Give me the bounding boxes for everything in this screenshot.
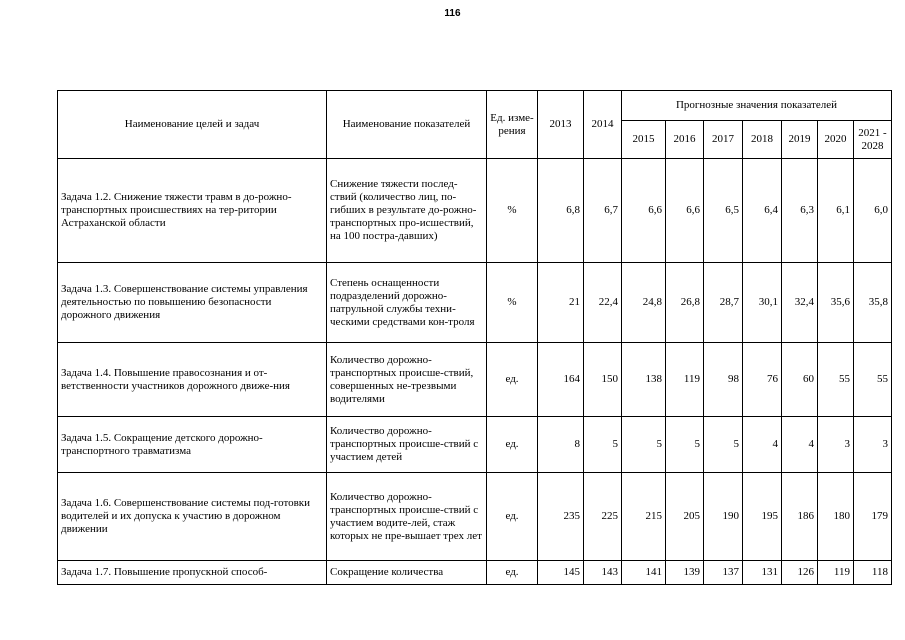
value-2014: 143 [584, 561, 622, 585]
value-2015: 138 [622, 343, 666, 417]
value-2020: 3 [818, 417, 854, 473]
header-unit: Ед. изме-рения [487, 91, 538, 159]
value-2015: 5 [622, 417, 666, 473]
indicators-table [57, 90, 892, 585]
indicator-cell: Количество дорожно-транспортных происше-ствий, совершенных не-трезвыми водителями [327, 343, 487, 417]
indicator-cell: Количество дорожно-транспортных происше-ствий с участием водите-лей, стаж которых не пре-вышает трех лет [327, 473, 487, 561]
header-year-2019: 2019 [782, 121, 818, 159]
value-2018: 131 [743, 561, 782, 585]
goal-cell: Задача 1.3. Совершенствование системы управления деятельностью по повышению безопасности дорожного движения [58, 263, 327, 343]
value-2021-2028: 55 [854, 343, 892, 417]
indicator-cell: Количество дорожно-транспортных происше-ствий с участием детей [327, 417, 487, 473]
value-2014: 225 [584, 473, 622, 561]
value-2017: 6,5 [704, 159, 743, 263]
value-2021-2028: 35,8 [854, 263, 892, 343]
header-2014: 2014 [584, 91, 622, 159]
value-2019: 60 [782, 343, 818, 417]
value-2019: 126 [782, 561, 818, 585]
header-year-2020: 2020 [818, 121, 854, 159]
unit-cell: ед. [487, 473, 538, 561]
value-2017: 137 [704, 561, 743, 585]
value-2021-2028: 6,0 [854, 159, 892, 263]
value-2016: 26,8 [666, 263, 704, 343]
unit-cell: ед. [487, 417, 538, 473]
value-2020: 55 [818, 343, 854, 417]
value-2018: 76 [743, 343, 782, 417]
value-2020: 180 [818, 473, 854, 561]
table-row [58, 159, 892, 263]
value-2013: 6,8 [538, 159, 584, 263]
value-2018: 195 [743, 473, 782, 561]
value-2015: 6,6 [622, 159, 666, 263]
value-2016: 119 [666, 343, 704, 417]
value-2020: 35,6 [818, 263, 854, 343]
value-2016: 5 [666, 417, 704, 473]
indicator-cell: Снижение тяжести послед-ствий (количество лиц, по-гибших в результате до-рожно-транспортных про-исшествий, на 100 постра-давших) [327, 159, 487, 263]
value-2021-2028: 179 [854, 473, 892, 561]
value-2017: 98 [704, 343, 743, 417]
value-2016: 6,6 [666, 159, 704, 263]
value-2014: 150 [584, 343, 622, 417]
value-2019: 186 [782, 473, 818, 561]
page-number: 116 [444, 8, 461, 19]
header-year-2018: 2018 [743, 121, 782, 159]
value-2018: 30,1 [743, 263, 782, 343]
value-2021-2028: 118 [854, 561, 892, 585]
value-2015: 24,8 [622, 263, 666, 343]
value-2016: 205 [666, 473, 704, 561]
unit-cell: ед. [487, 343, 538, 417]
unit-cell: % [487, 159, 538, 263]
header-indicator: Наименование показателей [327, 91, 487, 159]
value-2014: 5 [584, 417, 622, 473]
value-2018: 6,4 [743, 159, 782, 263]
value-2013: 164 [538, 343, 584, 417]
goal-cell: Задача 1.7. Повышение пропускной способ- [58, 561, 327, 585]
header-year-2015: 2015 [622, 121, 666, 159]
value-2013: 21 [538, 263, 584, 343]
table-row [58, 417, 892, 473]
goal-cell: Задача 1.4. Повышение правосознания и от-ветственности участников дорожного движе-ния [58, 343, 327, 417]
table-header [58, 91, 892, 159]
goal-cell: Задача 1.6. Совершенствование системы под-готовки водителей и их допуска к участию в дорожном движении [58, 473, 327, 561]
table-row [58, 561, 892, 585]
value-2015: 141 [622, 561, 666, 585]
value-2020: 119 [818, 561, 854, 585]
goal-cell: Задача 1.2. Снижение тяжести травм в до-рожно-транспортных происшествиях на тер-ритории Астраханской области [58, 159, 327, 263]
value-2014: 22,4 [584, 263, 622, 343]
value-2016: 139 [666, 561, 704, 585]
goal-cell: Задача 1.5. Сокращение детского дорожно-транспортного травматизма [58, 417, 327, 473]
header-forecast-group: Прогнозные значения показателей [622, 91, 892, 121]
value-2014: 6,7 [584, 159, 622, 263]
header-year-2016: 2016 [666, 121, 704, 159]
value-2019: 6,3 [782, 159, 818, 263]
value-2015: 215 [622, 473, 666, 561]
unit-cell: ед. [487, 561, 538, 585]
value-2017: 190 [704, 473, 743, 561]
value-2020: 6,1 [818, 159, 854, 263]
value-2013: 235 [538, 473, 584, 561]
table-row [58, 263, 892, 343]
header-goal: Наименование целей и задач [58, 91, 327, 159]
value-2019: 32,4 [782, 263, 818, 343]
value-2017: 5 [704, 417, 743, 473]
value-2019: 4 [782, 417, 818, 473]
value-2021-2028: 3 [854, 417, 892, 473]
value-2018: 4 [743, 417, 782, 473]
unit-cell: % [487, 263, 538, 343]
value-2013: 8 [538, 417, 584, 473]
header-2013: 2013 [538, 91, 584, 159]
header-year-2017: 2017 [704, 121, 743, 159]
table-body [58, 159, 892, 585]
value-2013: 145 [538, 561, 584, 585]
indicator-cell: Степень оснащенности подразделений дорожно-патрульной службы техни-ческими средствами кон-троля [327, 263, 487, 343]
table-row [58, 343, 892, 417]
value-2017: 28,7 [704, 263, 743, 343]
header-year-2021-2028: 2021 - 2028 [854, 121, 892, 159]
table-row [58, 473, 892, 561]
indicator-cell: Сокращение количества [327, 561, 487, 585]
